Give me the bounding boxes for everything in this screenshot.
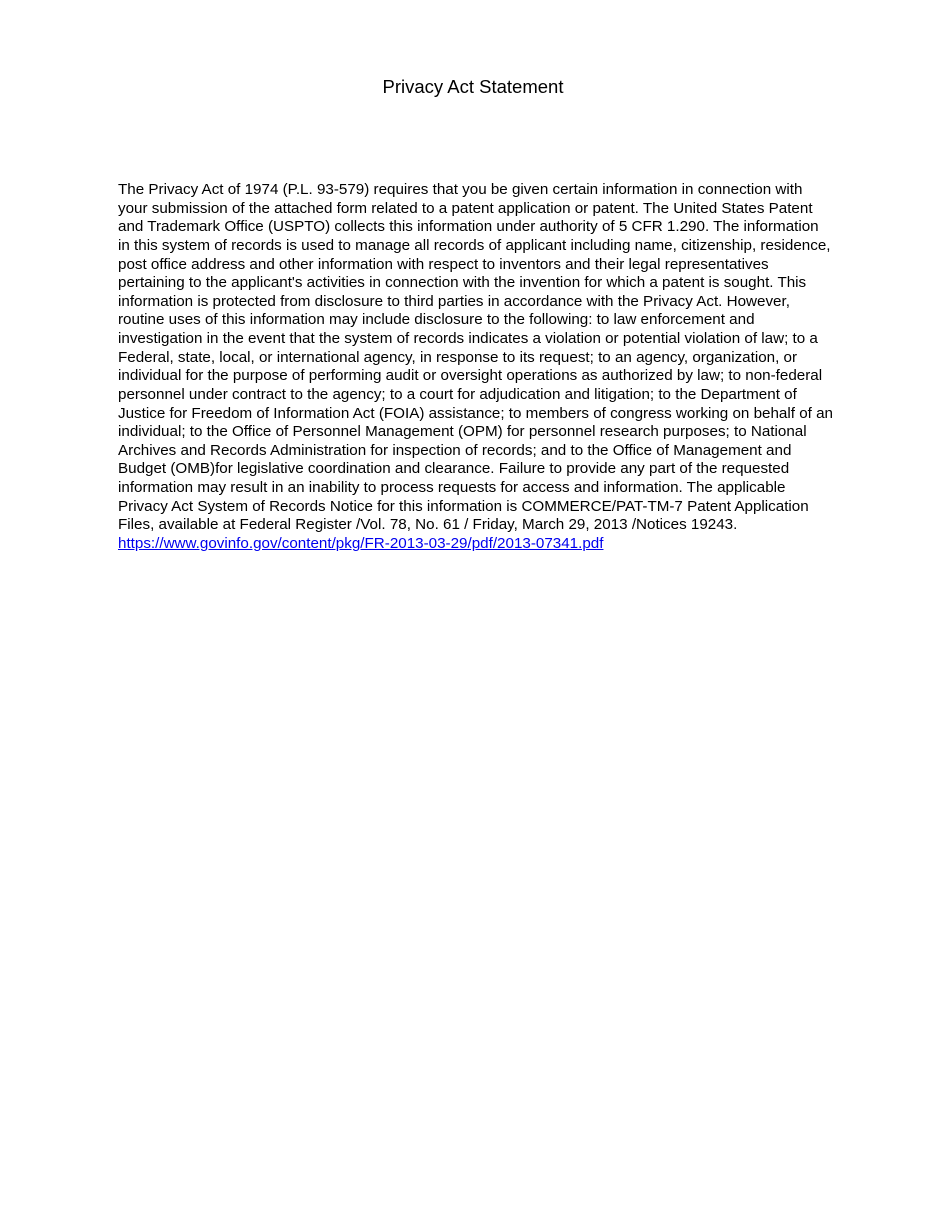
body-line: personnel under contract to the agency; to a court for adjudication and litigation; to the Department of	[118, 385, 797, 403]
body-line: individual; to the Office of Personnel Management (OPM) for personnel research purposes; to National	[118, 423, 807, 441]
federal-register-link[interactable]: https://www.govinfo.gov/content/pkg/FR-2013-03-29/pdf/2013-07341.pdf	[118, 534, 604, 552]
body-line: information may result in an inability to process requests for access and information. The applicable	[118, 479, 786, 496]
body-line: investigation in the event that the system of records indicates a violation or potential violation of law; to a	[118, 330, 818, 347]
body-line: individual for the purpose of performing audit or oversight operations as authorized by law; to non-federal	[118, 367, 823, 385]
body-line: routine uses of this information may include disclosure to the following: to law enforcement and	[118, 311, 755, 329]
body-line: Justice for Freedom of Information Act (FOIA) assistance; to members of congress working on behalf of an	[118, 404, 833, 422]
body-line: and Trademark Office (USPTO) collects this information under authority of 5 CFR 1.290. The information	[118, 218, 819, 236]
body-line: Files, available at Federal Register /Vol. 78, No. 61 / Friday, March 29, 2013 /Notices 19243.	[118, 516, 738, 534]
privacy-statement-body	[118, 181, 858, 554]
body-line: post office address and other information with respect to inventors and their legal representatives	[118, 255, 769, 273]
body-line: Budget (OMB)for legislative coordination and clearance. Failure to provide any part of the requested	[118, 460, 790, 478]
body-line: Federal, state, local, or international agency, in response to its request; to an agency, organization, or	[118, 348, 798, 366]
body-line: information is protected from disclosure to third parties in accordance with the Privacy Act. However,	[118, 292, 790, 310]
body-line: Archives and Records Administration for inspection of records; and to the Office of Management and	[118, 441, 792, 459]
page-title: Privacy Act Statement	[382, 76, 564, 97]
body-line: The Privacy Act of 1974 (P.L. 93-579) requires that you be given certain information in connection with	[118, 181, 803, 198]
body-line: pertaining to the applicant's activities in connection with the invention for which a patent is sought. This	[118, 274, 807, 292]
body-line: Privacy Act System of Records Notice for this information is COMMERCE/PAT-TM-7 Patent Application	[118, 497, 809, 515]
body-line: your submission of the attached form related to a patent application or patent. The United States Patent	[118, 199, 813, 217]
body-line: in this system of records is used to manage all records of applicant including name, citizenship, residence,	[118, 236, 831, 254]
